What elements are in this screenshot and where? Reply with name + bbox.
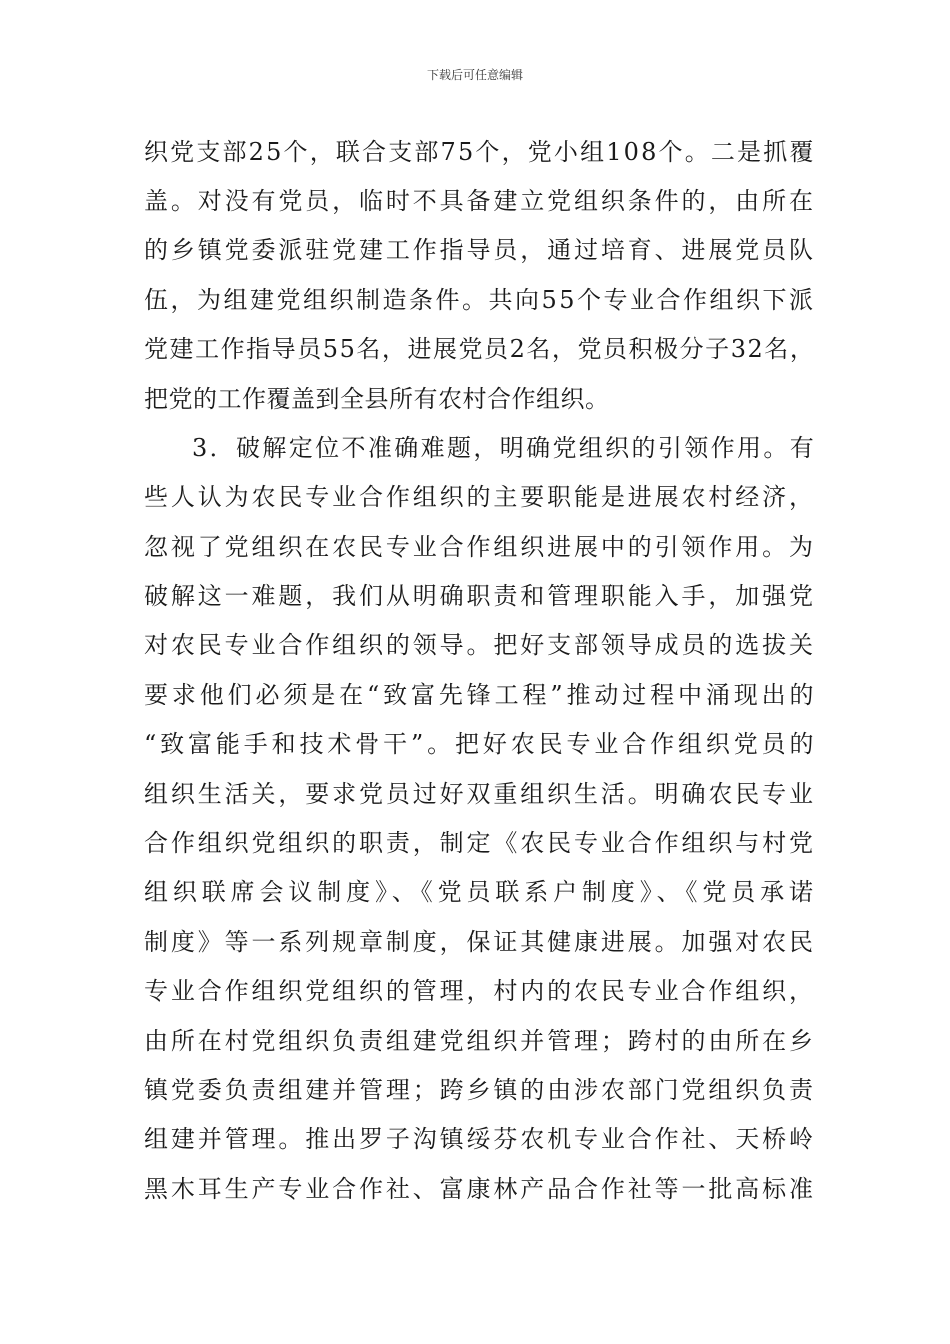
paragraph-line: 组织联席会议制度》、《党员联系户制度》、《党员承诺 (144, 878, 818, 906)
paragraph-line: 镇党委负责组建并管理；跨乡镇的由涉农部门党组织负责 (144, 1076, 816, 1104)
paragraph-line: 合作组织党组织的职责，制定《农民专业合作组织与村党 (144, 829, 816, 857)
paragraph-line: 忽视了党组织在农民专业合作组织进展中的引领作用。为 (144, 533, 816, 561)
paragraph-line: 党建工作指导员55名，进展党员2名，党员积极分子32名， (144, 335, 816, 363)
paragraph-line: 3．破解定位不准确难题，明确党组织的引领作用。有 (192, 434, 817, 462)
paragraph-line: “致富能手和技术骨干”。把好农民专业合作组织党员的 (144, 730, 818, 758)
paragraph-line: 伍，为组建党组织制造条件。共向55个专业合作组织下派 (144, 286, 816, 314)
paragraph-line: 的乡镇党委派驻党建工作指导员，通过培育、进展党员队 (144, 236, 816, 264)
paragraph-line: 对农民专业合作组织的领导。把好支部领导成员的选拔关 (144, 631, 816, 659)
paragraph-line: 把党的工作覆盖到全县所有农村合作组织。 (144, 385, 610, 413)
paragraph-line: 组建并管理。推出罗子沟镇绥芬农机专业合作社、天桥岭 (144, 1125, 816, 1153)
paragraph-line: 些人认为农民专业合作组织的主要职能是进展农村经济， (144, 483, 816, 511)
paragraph-line: 专业合作组织党组织的管理，村内的农民专业合作组织， (144, 977, 816, 1005)
paragraph-line: 组织生活关，要求党员过好双重组织生活。明确农民专业 (144, 780, 816, 808)
paragraph-line: 破解这一难题，我们从明确职责和管理职能入手，加强党 (144, 582, 816, 610)
paragraph-line: 盖。对没有党员，临时不具备建立党组织条件的，由所在 (144, 187, 816, 215)
page-header: 下载后可任意编辑 (426, 68, 523, 82)
paragraph-line: 制度》等一系列规章制度，保证其健康进展。加强对农民 (144, 928, 816, 956)
paragraph-line: 织党支部25个，联合支部75个，党小组108个。二是抓覆 (144, 138, 816, 166)
paragraph-line: 由所在村党组织负责组建党组织并管理；跨村的由所在乡 (144, 1027, 816, 1055)
paragraph-line: 黑木耳生产专业合作社、富康林产品合作社等一批高标准 (144, 1175, 816, 1203)
paragraph-line: 要求他们必须是在“致富先锋工程”推动过程中涌现出的 (144, 681, 818, 709)
